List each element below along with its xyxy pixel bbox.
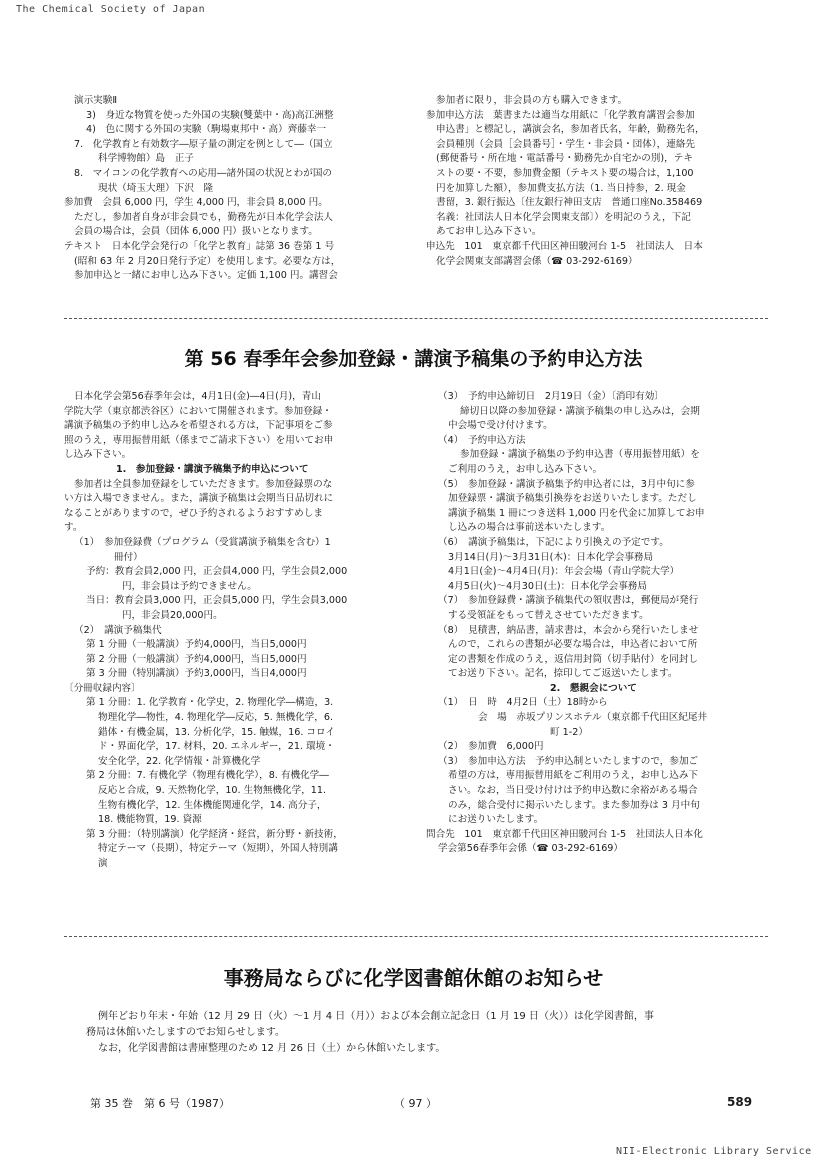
text-line: 円，非会員20,000円。 [122,609,223,621]
text-line: 4月1日(金)～4月4日(月)：年会会場（青山学院大学） [448,566,680,578]
text-line: さい。なお，当日受け付けは予約申込数に余裕がある場合 [448,785,698,797]
text-line: 特定テーマ（長期），特定テーマ（短期），外国人特別講 [98,843,338,855]
text-line: （5） 参加登録・講演予稿集予約申込者には，3月中旬に参 [438,478,695,490]
text-line: 日本化学会第56春季年会は，4月1日(金)―4日(月)，青山 [74,391,321,402]
text-line: 〔分冊収録内容〕 [64,682,141,694]
text-line: し込み下さい。 [64,449,132,461]
section1-right-column [426,390,708,857]
text-line: （2） 参加費 6,000円 [438,741,544,753]
text-line: 3) 身近な物質を使った外国の実験(雙葉中・高)高江洲整 [86,109,334,121]
text-line: 定の書類を作成のうえ，返信用封筒（切手貼付）を同封し [448,653,699,665]
text-line: 円，非会員は予約できません。 [122,580,257,592]
text-line: 参加費 会員 6,000 円，学生 4,000 円，非会員 8,000 円。 [64,197,328,209]
text-line: 希望の方は，専用振替用紙をご利用のうえ，お申し込み下 [448,770,699,782]
text-line: 会員種別（会員［会員番号］・学生・非会員・団体），連絡先 [436,138,696,150]
text-line: 物理化学―物性，4. 物理化学―反応，5. 無機化学，6. [98,712,334,724]
text-line: (昭和 63 年 2 月20日発行予定）を使用します。必要な方は， [74,255,341,267]
text-line: 反応と合成，9. 天然物化学，10. 生物無機化学，11. [98,785,327,797]
page-number-paren: （ 97 ） [394,1097,437,1110]
text-line: (郵便番号・所在地・電話番号・勤務先か自宅かの別)，テキ [436,153,693,165]
text-line: 締切日以降の参加登録・講演予稿集の申し込みは，会期 [460,405,700,417]
text-line: 安全化学，22. 化学情報・計算機化学 [98,755,261,767]
text-line: （4） 予約申込方法 [438,434,526,446]
section-title-annual-meeting: 第 56 春季年会参加登録・講演予稿集の予約申込方法 [184,348,643,370]
text-line: にお送りいたします。 [448,814,544,826]
text-line: のみ，総合受付に掲示いたします。また参加券は 3 月中旬 [448,799,700,811]
text-line: 4) 色に関する外国の実験（駒場東邦中・高）齊藤幸一 [86,124,327,136]
text-line: 中会場で受け付けます。 [448,420,553,432]
text-line: 18. 機能物質，19. 資源 [98,814,202,826]
text-line: 加登録票・講演予稿集引換券をお送りいたします。ただし [448,493,697,505]
text-line: 第 2 分冊（一般講演）予約4,000円，当日5,000円 [86,653,307,665]
text-line: し込みの場合は事前送本いたします。 [448,522,611,534]
text-line: 学院大学（東京都渋谷区）において開催されます。参加登録・ [64,405,332,417]
text-line: 例年どおり年末・年始（12 月 29 日（火）～1 月 4 日（月））および本会創立記念日（1 月 19 日（火））は化学図書館，事 [98,1011,654,1022]
text-line: 講演予稿集の予約申し込みを希望される方は，下記事項をご参 [64,420,333,432]
text-line: なお，化学図書館は書庫整理のため 12 月 26 日（土）から休館いたします。 [98,1043,446,1054]
text-line: （1） 参加登録費（プログラム（受賞講演予稿集を含む）1 [74,536,331,548]
text-line: ご利用のうえ，お申し込み下さい。 [448,463,603,475]
text-line: （1） 日 時 4月2日（土）18時から [438,697,608,709]
top-right-column [426,94,705,269]
text-line: 参加申込と一緒にお申し込み下さい。定価 1,100 円。講習会 [74,270,338,282]
journal-volume: 第 35 巻 第 6 号（1987） [90,1097,230,1110]
text-line: 第 3 分冊（特別講演）予約3,000円，当日4,000円 [86,668,307,680]
text-line: 第 3 分冊：（特別講演）化学経済・経営，新分野・新技術， [86,828,343,840]
page-number: 589 [727,1095,753,1109]
text-line: 参加登録・講演予稿集の予約申込書（専用振替用紙）を [460,449,700,461]
text-line: 科学博物館）島 正子 [98,153,194,165]
text-line: 錯体・有機金属，13. 分析化学，15. 触媒，16. コロイ [98,726,335,738]
text-line: 務局は休館いたしますのでお知らせします。 [86,1027,285,1038]
text-line: い方は入場できません。また，講演予稿集は会期当日品切れに [64,493,334,505]
text-line: 4月5日(火)～4月30日(土)：日本化学会事務局 [448,580,647,592]
closure-notice [64,1009,654,1057]
text-line: 第 2 分冊：7. 有機化学（物理有機化学），8. 有機化学― [86,770,329,782]
text-line: 講演予稿集 1 冊につき送料 1,000 円を代金に加算してお申 [448,507,705,519]
service-footer: NII-Electronic Library Service [616,1146,812,1157]
divider [64,318,768,319]
divider [64,936,768,937]
text-line: 会員の場合は，会員（団体 6,000 円）扱いとなります。 [74,226,318,238]
text-line: 予約：教育会員2,000 円，正会員4,000 円，学生会員2,000 [86,566,348,578]
text-line: （3） 予約申込締切日 2月19日（金）〔消印有効〕 [438,391,664,402]
text-line: 書留，3. 銀行振込〔住友銀行神田支店 普通口座No.358469 [436,197,703,209]
text-line: 参加者に限り，非会員の方も購入できます。 [436,95,628,106]
text-line: 7. 化学教育と有効数字―原子量の測定を例として―（国立 [74,138,333,150]
text-line: 参加者は全員参加登録をしていただきます。参加登録票のな [74,478,333,490]
top-left-column [64,94,340,284]
text-line: 化学会関東支部講習会係（☎ 03-292-6169） [436,255,638,267]
text-line: 申込先 101 東京都千代田区神田駿河台 1-5 社団法人 日本 [426,240,703,252]
text-line: ストの要・不要，参加費金額（テキスト要の場合は，1,100 [436,167,694,179]
text-line: 円を加算した額），参加費支払方法（1. 当日持参，2. 現金 [436,182,686,194]
text-line: 生物有機化学，12. 生体機能関連化学，14. 高分子， [98,799,327,811]
text-line: 8. マイコンの化学教育への応用―諸外国の状況とわが国の [74,167,333,179]
text-line: 冊付） [114,551,143,563]
text-line: 会 場 赤坂プリンスホテル（東京都千代田区紀尾井 [478,712,708,724]
text-line: ただし，参加者自身が非会員でも，勤務先が日本化学会法人 [74,211,334,223]
text-line: 現状（埼玉大理）下沢 隆 [98,182,214,194]
text-line: （7） 参加登録費・講演予稿集代の領収書は，郵便局が発行 [438,595,699,607]
text-line: テキスト 日本化学会発行の「化学と教育」誌第 36 巻第 1 号 [64,240,335,252]
society-header: The Chemical Society of Japan [16,4,206,15]
text-line: 3月14日(月)～3月31日(木)：日本化学会事務局 [448,551,654,563]
text-line: 第 1 分冊：1. 化学教育・化学史，2. 物理化学―構造，3. [86,697,334,709]
text-line: （8） 見積書，納品書，請求書は，本会から発行いたしませ [438,624,699,636]
subheading: 2. 懇親会について [550,682,637,694]
text-line: んので，これらの書類が必要な場合は，申込者において所 [448,639,698,651]
text-line: 照のうえ，専用振替用紙（係までご請求下さい）を用いてお申 [64,434,334,446]
text-line: 当日：教育会員3,000 円，正会員5,000 円，学生会員3,000 [86,595,348,607]
text-line: 問合先 101 東京都千代田区神田駿河台 1-5 社団法人日本化 [426,828,703,840]
text-line: ド・界面化学，17. 材料，20. エネルギー，21. 環境・ [98,741,335,753]
text-line: （6） 講演予稿集は，下記により引換えの予定です。 [438,536,669,548]
text-line: す。 [64,522,83,534]
text-line: あてお申し込み下さい。 [436,226,542,238]
text-line: なることがありますので，ぜひ予約されるようおすすめしま [64,507,323,519]
text-line: 町 1-2） [550,726,588,738]
text-line: （3） 参加申込方法 予約申込制といたしますので，参加ご [438,755,699,767]
subheading: 1. 参加登録・講演予稿集予約申込について [116,463,309,475]
text-line: 第 1 分冊（一般講演）予約4,000円，当日5,000円 [86,639,307,651]
section-title-office-closure: 事務局ならびに化学図書館休館のお知らせ [223,966,604,990]
section1-left-column [64,390,347,872]
text-line: 学会第56春季年会係（☎ 03-292-6169） [438,843,624,855]
text-line: 名義：社団法人日本化学会関東支部〕）を明記のうえ，下記 [436,211,691,223]
text-line: （2） 講演予稿集代 [74,624,162,636]
text-line: てお送り下さい。記名，捺印してご返送いたします。 [448,668,678,680]
text-line: 演示実験Ⅱ [74,95,118,106]
text-line: 参加申込方法 葉書または適当な用紙に「化学教育講習会参加 [426,109,695,121]
text-line: する受領証をもって替えさせていただきます。 [448,609,649,621]
text-line: 申込書」と標記し，講演会名，参加者氏名，年齢，勤務先名， [436,124,705,136]
text-line: 演 [98,858,108,869]
